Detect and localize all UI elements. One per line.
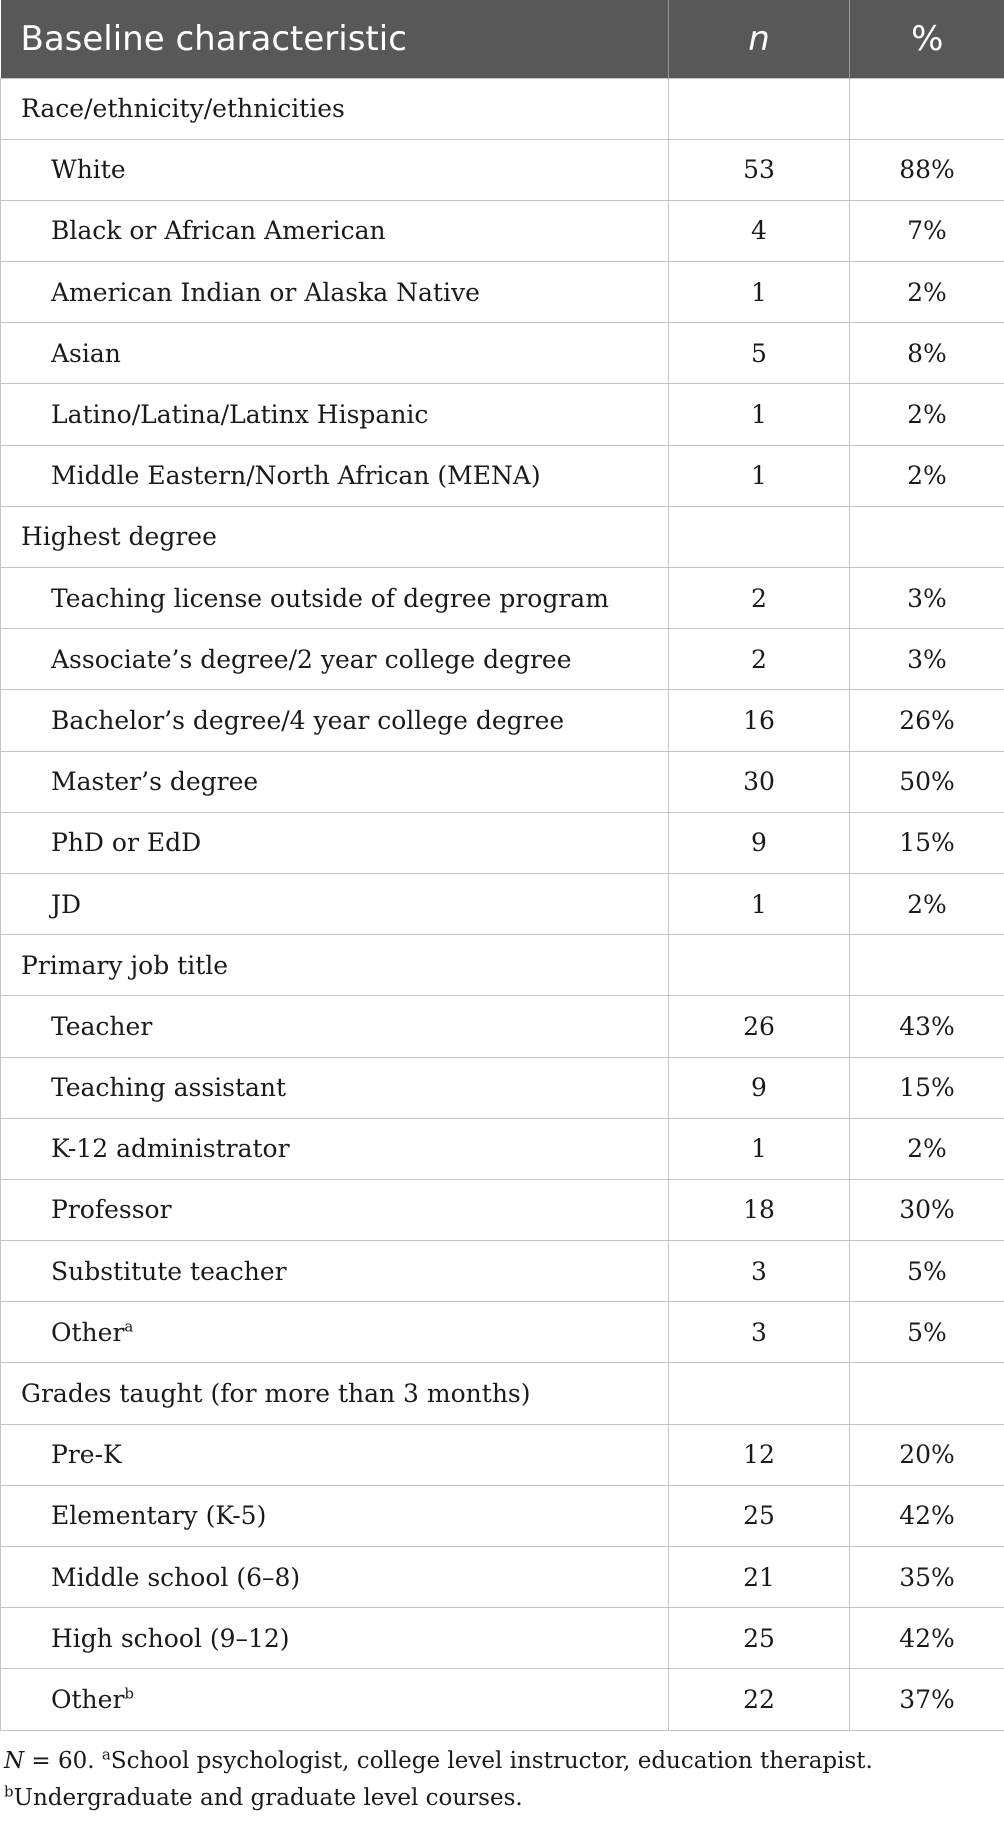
row-footnote-mark: b [124, 1684, 134, 1703]
row-percent-value: 15% [850, 1057, 1004, 1118]
row-label: Teaching license outside of degree program [51, 583, 609, 613]
row-n-value: 53 [669, 139, 850, 200]
row-n-value: 1 [669, 1118, 850, 1179]
table-row [1, 751, 1004, 812]
row-n-value: 22 [669, 1669, 850, 1730]
row-label-cell [1, 1118, 669, 1179]
section-percent-cell [850, 935, 1004, 996]
row-label-cell [1, 445, 669, 506]
table-row [1, 568, 1004, 629]
row-label: Bachelor’s degree/4 year college degree [51, 705, 565, 735]
row-percent-value: 3% [850, 629, 1004, 690]
row-percent-value: 2% [850, 262, 1004, 323]
row-label-cell [1, 1608, 669, 1669]
row-label: Master’s degree [51, 767, 259, 797]
table-row [1, 690, 1004, 751]
row-percent-value: 43% [850, 996, 1004, 1057]
table-row [1, 1485, 1004, 1546]
row-label: PhD or EdD [51, 828, 202, 858]
row-n-value: 4 [669, 200, 850, 261]
row-label-cell [1, 996, 669, 1057]
row-label-cell [1, 1547, 669, 1608]
table-row [1, 873, 1004, 934]
table-row [1, 1302, 1004, 1363]
row-label: White [51, 155, 126, 185]
row-n-value: 2 [669, 629, 850, 690]
row-label-cell [1, 200, 669, 261]
section-row [1, 1363, 1004, 1424]
row-label: Other [51, 1317, 125, 1347]
row-label: Black or African American [51, 216, 386, 246]
section-n-cell [669, 1363, 850, 1424]
row-footnote-mark: a [124, 1317, 134, 1336]
table-row [1, 629, 1004, 690]
section-percent-cell [850, 1363, 1004, 1424]
footnote-a-mark: a [101, 1744, 111, 1763]
row-label: Other [51, 1684, 125, 1714]
row-n-value: 30 [669, 751, 850, 812]
header-percent: % [911, 18, 944, 59]
row-n-value: 9 [669, 812, 850, 873]
table-row [1, 262, 1004, 323]
footnote-b-text: Undergraduate and graduate level courses. [13, 1784, 523, 1811]
row-label-cell [1, 873, 669, 934]
row-percent-value: 2% [850, 445, 1004, 506]
row-label-cell [1, 812, 669, 873]
footnote-b-mark: b [4, 1781, 14, 1800]
row-n-value: 1 [669, 873, 850, 934]
row-label-cell [1, 384, 669, 445]
row-label-cell [1, 1485, 669, 1546]
row-percent-value: 5% [850, 1241, 1004, 1302]
row-label: Teaching assistant [51, 1073, 287, 1103]
footnote-a-text: School psychologist, college level instructor, education therapist. [110, 1747, 873, 1774]
row-n-value: 18 [669, 1179, 850, 1240]
row-label-cell [1, 1057, 669, 1118]
row-label: Latino/Latina/Latinx Hispanic [51, 400, 429, 430]
table-row [1, 1241, 1004, 1302]
row-n-value: 21 [669, 1547, 850, 1608]
row-percent-value: 15% [850, 812, 1004, 873]
table-row [1, 1424, 1004, 1485]
row-percent-value: 2% [850, 873, 1004, 934]
row-label: Substitute teacher [51, 1256, 287, 1286]
row-percent-value: 26% [850, 690, 1004, 751]
row-n-value: 25 [669, 1485, 850, 1546]
section-title: Highest degree [1, 506, 669, 567]
row-n-value: 12 [669, 1424, 850, 1485]
row-label-cell [1, 568, 669, 629]
row-n-value: 5 [669, 323, 850, 384]
table-row [1, 1608, 1004, 1669]
row-percent-value: 7% [850, 200, 1004, 261]
section-percent-cell [850, 506, 1004, 567]
row-label-cell [1, 751, 669, 812]
section-percent-cell [850, 78, 1004, 139]
section-row [1, 506, 1004, 567]
row-label-cell [1, 1424, 669, 1485]
row-label: Middle school (6–8) [51, 1562, 301, 1592]
table-header [1, 0, 1004, 78]
table-row [1, 200, 1004, 261]
row-label: Associate’s degree/2 year college degree [51, 644, 572, 674]
row-label-cell [1, 323, 669, 384]
table-row [1, 1669, 1004, 1730]
section-row [1, 78, 1004, 139]
section-n-cell [669, 78, 850, 139]
footnote-n-symbol: N [4, 1747, 25, 1774]
header-n: n [669, 0, 850, 78]
row-percent-value: 8% [850, 323, 1004, 384]
row-label-cell [1, 139, 669, 200]
section-title: Race/ethnicity/ethnicities [1, 78, 669, 139]
row-percent-value: 5% [850, 1302, 1004, 1363]
section-n-cell [669, 506, 850, 567]
table-row [1, 323, 1004, 384]
table-row [1, 384, 1004, 445]
row-n-value: 2 [669, 568, 850, 629]
table-row [1, 1057, 1004, 1118]
table-body [1, 78, 1004, 1730]
row-n-value: 3 [669, 1241, 850, 1302]
row-n-value: 3 [669, 1302, 850, 1363]
section-title: Grades taught (for more than 3 months) [1, 1363, 669, 1424]
table-row [1, 1118, 1004, 1179]
row-n-value: 25 [669, 1608, 850, 1669]
table-row [1, 445, 1004, 506]
section-row [1, 935, 1004, 996]
row-n-value: 26 [669, 996, 850, 1057]
row-label-cell [1, 262, 669, 323]
row-label: High school (9–12) [51, 1623, 290, 1653]
row-label-cell [1, 629, 669, 690]
table-row [1, 139, 1004, 200]
footnote-n-value: = 60. [24, 1747, 102, 1774]
row-percent-value: 2% [850, 1118, 1004, 1179]
row-label: Asian [51, 338, 121, 368]
row-n-value: 9 [669, 1057, 850, 1118]
table-footnote [4, 1743, 1000, 1817]
row-percent-value: 35% [850, 1547, 1004, 1608]
header-row [1, 0, 1004, 78]
section-n-cell [669, 935, 850, 996]
row-percent-value: 20% [850, 1424, 1004, 1485]
row-n-value: 1 [669, 262, 850, 323]
table-row [1, 996, 1004, 1057]
table-row [1, 1547, 1004, 1608]
row-label-cell [1, 1179, 669, 1240]
row-label-cell [1, 690, 669, 751]
row-n-value: 1 [669, 445, 850, 506]
row-label: K-12 administrator [51, 1134, 290, 1164]
row-percent-value: 3% [850, 568, 1004, 629]
row-percent-value: 42% [850, 1608, 1004, 1669]
row-label: Pre-K [51, 1440, 122, 1470]
row-n-value: 1 [669, 384, 850, 445]
row-percent-value: 30% [850, 1179, 1004, 1240]
row-percent-value: 88% [850, 139, 1004, 200]
row-label: JD [51, 889, 82, 919]
table-row [1, 1179, 1004, 1240]
row-percent-value: 37% [850, 1669, 1004, 1730]
row-n-value: 16 [669, 690, 850, 751]
header-characteristic: Baseline characteristic [1, 0, 669, 78]
row-percent-value: 2% [850, 384, 1004, 445]
row-label: American Indian or Alaska Native [51, 277, 480, 307]
row-label: Professor [51, 1195, 172, 1225]
row-label: Elementary (K-5) [51, 1501, 267, 1531]
row-label-cell [1, 1302, 669, 1363]
row-label-cell [1, 1241, 669, 1302]
row-label: Teacher [51, 1011, 153, 1041]
section-title: Primary job title [1, 935, 669, 996]
row-percent-value: 50% [850, 751, 1004, 812]
row-percent-value: 42% [850, 1485, 1004, 1546]
table-row [1, 812, 1004, 873]
row-label: Middle Eastern/North African (MENA) [51, 461, 541, 491]
row-label-cell [1, 1669, 669, 1730]
